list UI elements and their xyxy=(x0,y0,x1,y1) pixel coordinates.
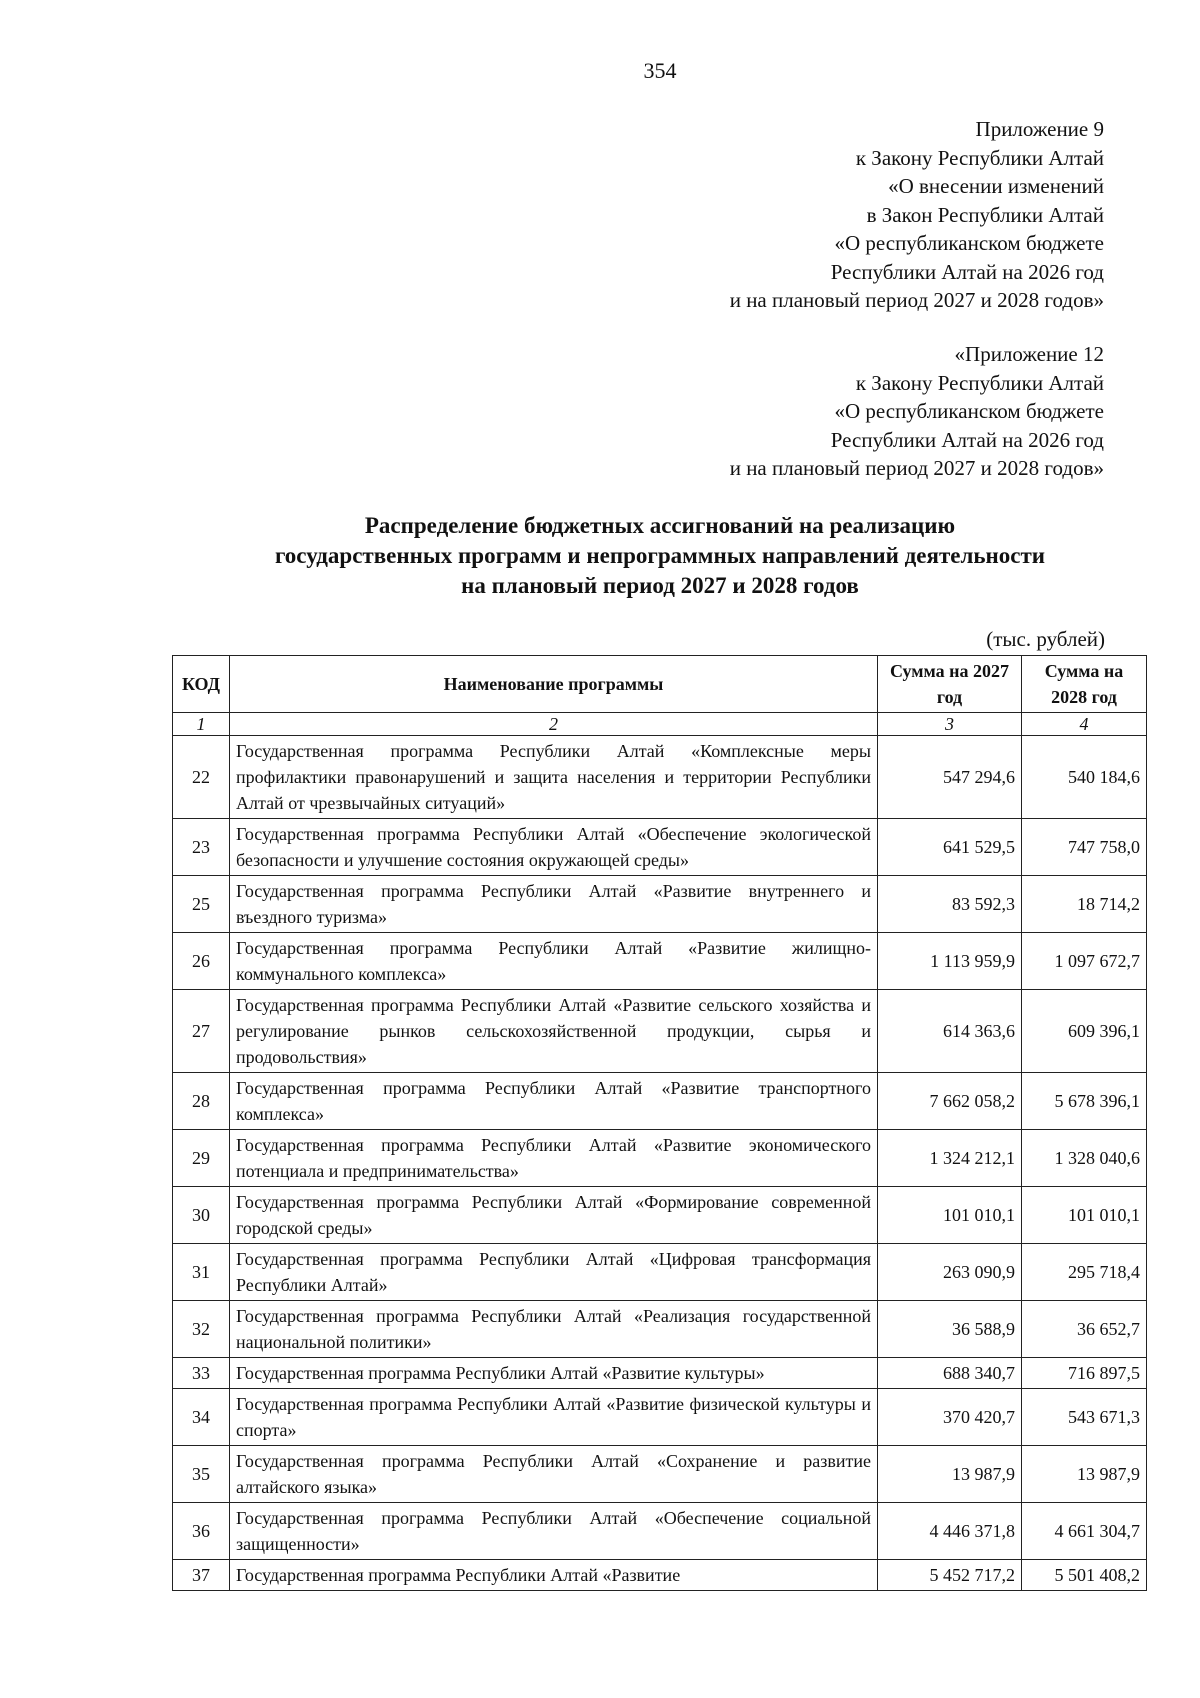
index-cell: 2 xyxy=(230,713,878,736)
budget-table xyxy=(172,655,1147,1591)
table-row xyxy=(173,1503,1147,1560)
index-cell: 1 xyxy=(173,713,230,736)
program-name-cell: Государственная программа Республики Алтай «Развитие экономического потенциала и предпринимательства» xyxy=(230,1130,878,1187)
table-row xyxy=(173,1358,1147,1389)
page-number: 354 xyxy=(643,58,677,83)
sum-2027-cell: 641 529,5 xyxy=(878,819,1022,876)
sum-2027-cell: 36 588,9 xyxy=(878,1301,1022,1358)
sum-2027-cell: 7 662 058,2 xyxy=(878,1073,1022,1130)
appendix-line: «Приложение 12 xyxy=(954,342,1104,366)
sum-2027-cell: 614 363,6 xyxy=(878,990,1022,1073)
sum-2027-cell: 101 010,1 xyxy=(878,1187,1022,1244)
program-name-cell: Государственная программа Республики Алтай «Развитие внутреннего и въездного туризма» xyxy=(230,876,878,933)
sum-2028-cell: 5 678 396,1 xyxy=(1022,1073,1147,1130)
appendix-line: Республики Алтай на 2026 год xyxy=(830,427,1104,452)
program-name-cell: Государственная программа Республики Алтай «Развитие сельского хозяйства и регулирование рынков сельскохозяйственной продукции, сырья и продовольствия» xyxy=(230,990,878,1073)
sum-2028-cell: 13 987,9 xyxy=(1022,1446,1147,1503)
appendix-line: и на плановый период 2027 и 2028 годов» xyxy=(729,456,1104,480)
sum-2027-cell: 83 592,3 xyxy=(878,876,1022,933)
sum-2028-cell: 543 671,3 xyxy=(1022,1389,1147,1446)
table-row xyxy=(173,819,1147,876)
program-name-cell: Государственная программа Республики Алтай «Развитие физической культуры и спорта» xyxy=(230,1389,878,1446)
table-row xyxy=(173,1187,1147,1244)
sum-2028-cell: 747 758,0 xyxy=(1022,819,1147,876)
code-cell: 29 xyxy=(173,1130,230,1187)
sum-2027-cell: 547 294,6 xyxy=(878,736,1022,819)
code-cell: 25 xyxy=(173,876,230,933)
program-name-cell: Государственная программа Республики Алтай «Формирование современной городской среды» xyxy=(230,1187,878,1244)
appendix-line: к Закону Республики Алтай xyxy=(855,145,1104,170)
code-cell: 37 xyxy=(173,1560,230,1591)
table-row xyxy=(173,1130,1147,1187)
appendix-9-block xyxy=(730,115,1104,315)
index-cell: 4 xyxy=(1022,713,1147,736)
appendix-line: «О республиканском бюджете xyxy=(834,231,1104,255)
title-line: государственных программ и непрограммных направлений деятельности xyxy=(274,543,1046,568)
sum-2028-cell: 1 328 040,6 xyxy=(1022,1130,1147,1187)
code-cell: 32 xyxy=(173,1301,230,1358)
header-sum-2027: Сумма на 2027 год xyxy=(878,656,1022,713)
sum-2027-cell: 688 340,7 xyxy=(878,1358,1022,1389)
code-cell: 28 xyxy=(173,1073,230,1130)
code-cell: 26 xyxy=(173,933,230,990)
appendix-line: и на плановый период 2027 и 2028 годов» xyxy=(729,288,1104,312)
program-name-cell: Государственная программа Республики Алтай «Развитие xyxy=(230,1560,878,1591)
table-row xyxy=(173,1301,1147,1358)
sum-2028-cell: 609 396,1 xyxy=(1022,990,1147,1073)
program-name-cell: Государственная программа Республики Алтай «Обеспечение экологической безопасности и улучшение состояния окружающей среды» xyxy=(230,819,878,876)
document-title xyxy=(0,511,1200,601)
code-cell: 36 xyxy=(173,1503,230,1560)
program-name-cell: Государственная программа Республики Алтай «Сохранение и развитие алтайского языка» xyxy=(230,1446,878,1503)
sum-2027-cell: 1 113 959,9 xyxy=(878,933,1022,990)
code-cell: 23 xyxy=(173,819,230,876)
code-cell: 22 xyxy=(173,736,230,819)
appendix-line: в Закон Республики Алтай xyxy=(866,202,1104,227)
index-cell: 3 xyxy=(878,713,1022,736)
sum-2028-cell: 5 501 408,2 xyxy=(1022,1560,1147,1591)
sum-2027-cell: 263 090,9 xyxy=(878,1244,1022,1301)
code-cell: 34 xyxy=(173,1389,230,1446)
sum-2028-cell: 540 184,6 xyxy=(1022,736,1147,819)
program-name-cell: Государственная программа Республики Алтай «Развитие жилищно-коммунального комплекса» xyxy=(230,933,878,990)
table-row xyxy=(173,1446,1147,1503)
sum-2028-cell: 18 714,2 xyxy=(1022,876,1147,933)
sum-2028-cell: 716 897,5 xyxy=(1022,1358,1147,1389)
table-header-row xyxy=(173,656,1147,713)
sum-2027-cell: 370 420,7 xyxy=(878,1389,1022,1446)
code-cell: 31 xyxy=(173,1244,230,1301)
code-cell: 33 xyxy=(173,1358,230,1389)
program-name-cell: Государственная программа Республики Алтай «Комплексные меры профилактики правонарушений и защита населения и территории Республики Алтай от чрезвычайных ситуаций» xyxy=(230,736,878,819)
program-name-cell: Государственная программа Республики Алтай «Развитие транспортного комплекса» xyxy=(230,1073,878,1130)
table-row xyxy=(173,876,1147,933)
sum-2027-cell: 4 446 371,8 xyxy=(878,1503,1022,1560)
table-row xyxy=(173,1073,1147,1130)
appendix-line: «О внесении изменений xyxy=(888,174,1104,198)
program-name-cell: Государственная программа Республики Алтай «Цифровая трансформация Республики Алтай» xyxy=(230,1244,878,1301)
program-name-cell: Государственная программа Республики Алтай «Реализация государственной национальной политики» xyxy=(230,1301,878,1358)
title-line: Распределение бюджетных ассигнований на реализацию xyxy=(364,513,956,538)
table-row xyxy=(173,990,1147,1073)
table-index-row xyxy=(173,713,1147,736)
code-cell: 30 xyxy=(173,1187,230,1244)
sum-2028-cell: 101 010,1 xyxy=(1022,1187,1147,1244)
title-line: на плановый период 2027 и 2028 годов xyxy=(461,573,859,598)
table-row xyxy=(173,1389,1147,1446)
sum-2028-cell: 4 661 304,7 xyxy=(1022,1503,1147,1560)
table-row xyxy=(173,1560,1147,1591)
appendix-line: к Закону Республики Алтай xyxy=(855,370,1104,395)
appendix-line: Республики Алтай на 2026 год xyxy=(830,259,1104,284)
appendix-12-block xyxy=(730,340,1104,483)
code-cell: 35 xyxy=(173,1446,230,1503)
program-name-cell: Государственная программа Республики Алтай «Развитие культуры» xyxy=(230,1358,878,1389)
sum-2027-cell: 5 452 717,2 xyxy=(878,1560,1022,1591)
sum-2028-cell: 295 718,4 xyxy=(1022,1244,1147,1301)
sum-2027-cell: 1 324 212,1 xyxy=(878,1130,1022,1187)
units-label: (тыс. рублей) xyxy=(986,627,1105,651)
table-row xyxy=(173,1244,1147,1301)
sum-2028-cell: 1 097 672,7 xyxy=(1022,933,1147,990)
code-cell: 27 xyxy=(173,990,230,1073)
header-code: КОД xyxy=(173,656,230,713)
table-row xyxy=(173,736,1147,819)
sum-2028-cell: 36 652,7 xyxy=(1022,1301,1147,1358)
table-row xyxy=(173,933,1147,990)
appendix-line: Приложение 9 xyxy=(975,117,1104,141)
appendix-line: «О республиканском бюджете xyxy=(834,399,1104,423)
program-name-cell: Государственная программа Республики Алтай «Обеспечение социальной защищенности» xyxy=(230,1503,878,1560)
header-name: Наименование программы xyxy=(230,656,878,713)
sum-2027-cell: 13 987,9 xyxy=(878,1446,1022,1503)
header-sum-2028: Сумма на 2028 год xyxy=(1022,656,1147,713)
